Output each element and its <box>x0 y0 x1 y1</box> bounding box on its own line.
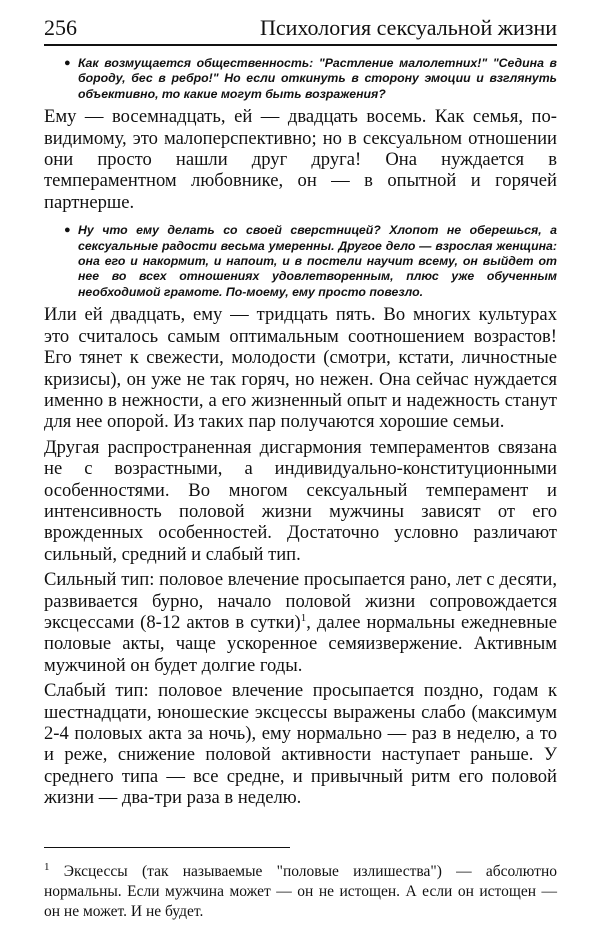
running-title: Психология сексуальной жизни <box>259 15 557 40</box>
side-note <box>64 223 557 300</box>
note-text: Как возмущается общественность: "Растление малолетних!" "Седина в бороду, бес в ребро!" Но если откинуть в сторону эмоции и взглянуть объективно, то какие могут быть возражения? <box>78 56 557 101</box>
footnote-text: Эксцессы (так называемые "половые излишества") — абсолютно нормальны. Если мужчина может — он не истощен. А если он истощен — он не может. И не будет. <box>44 862 557 920</box>
paragraph: Слабый тип: половое влечение просыпается поздно, годам к шестнадцати, юношеские эксцессы выражены слабо (максимум 2-4 половых акта за ночь), ему нормально — раз в неделю, а то и реже, снижение половой активности наступает раньше. У среднего типа — все средне, и привычный ритм его половой жизни — два-три раза в неделю. <box>44 680 557 809</box>
footnote-divider <box>44 847 290 848</box>
footnote-mark: 1 <box>44 860 50 873</box>
paragraph-text: , далее нормальны ежедневные половые акты, чаще ускоренное семяизвержение. Активным мужчиной он будет долгие годы. <box>44 611 557 676</box>
paragraph: Ему — восемнадцать, ей — двадцать восемь. Как семья, по-видимому, это малоперспективно; но в сексуальном отношении они просто нашли друг друга! Она нуждается в темпераментном любовнике, он — в опытной и горячей партнерше. <box>44 106 557 213</box>
page-number: 256 <box>44 15 77 40</box>
paragraph: Или ей двадцать, ему — тридцать пять. Во многих культурах это считалось самым оптимальным соотношением возрастов! Его тянет к свежести, молодости (смотри, кстати, личностные кризисы), он уже не так горяч, но нежен. Она сейчас нуждается именно в нежности, а его жизненный опыт и надежность станут для нее опорой. Из таких пар получаются хорошие семьи. <box>44 304 557 433</box>
note-text: Ну что ему делать со своей сверстницей? Хлопот не оберешься, а сексуальные радости весьма умеренны. Другое дело — взрослая женщина: она его и накормит, и напоит, и в постели научит всему, он выйдет от нее во всех отношениях удовлетворенным, плюс уже обученным необходимой грамоте. По-моему, ему просто повезло. <box>78 223 557 299</box>
side-note <box>64 56 557 102</box>
page-header <box>44 14 557 46</box>
footnote-reference[interactable]: 1 <box>300 611 307 624</box>
paragraph <box>44 569 557 676</box>
paragraph-text: Сильный тип: половое влечение просыпается рано, лет с десяти, развивается бурно, начало половой жизни сопровождается эксцессами (8-12 актов в сутки) <box>44 569 557 633</box>
paragraph: Другая распространенная дисгармония темпераментов связана не с возрастными, а индивидуально-конституционными особенностями. Во многом сексуальный темперамент и интенсивность половой жизни мужчины зависят от его врожденных особенностей. Достаточно условно различают сильный, средний и слабый тип. <box>44 436 557 565</box>
bullet-icon: ● <box>64 224 71 237</box>
footnote <box>44 862 557 922</box>
book-page <box>44 14 557 937</box>
bullet-icon: ● <box>64 57 71 69</box>
